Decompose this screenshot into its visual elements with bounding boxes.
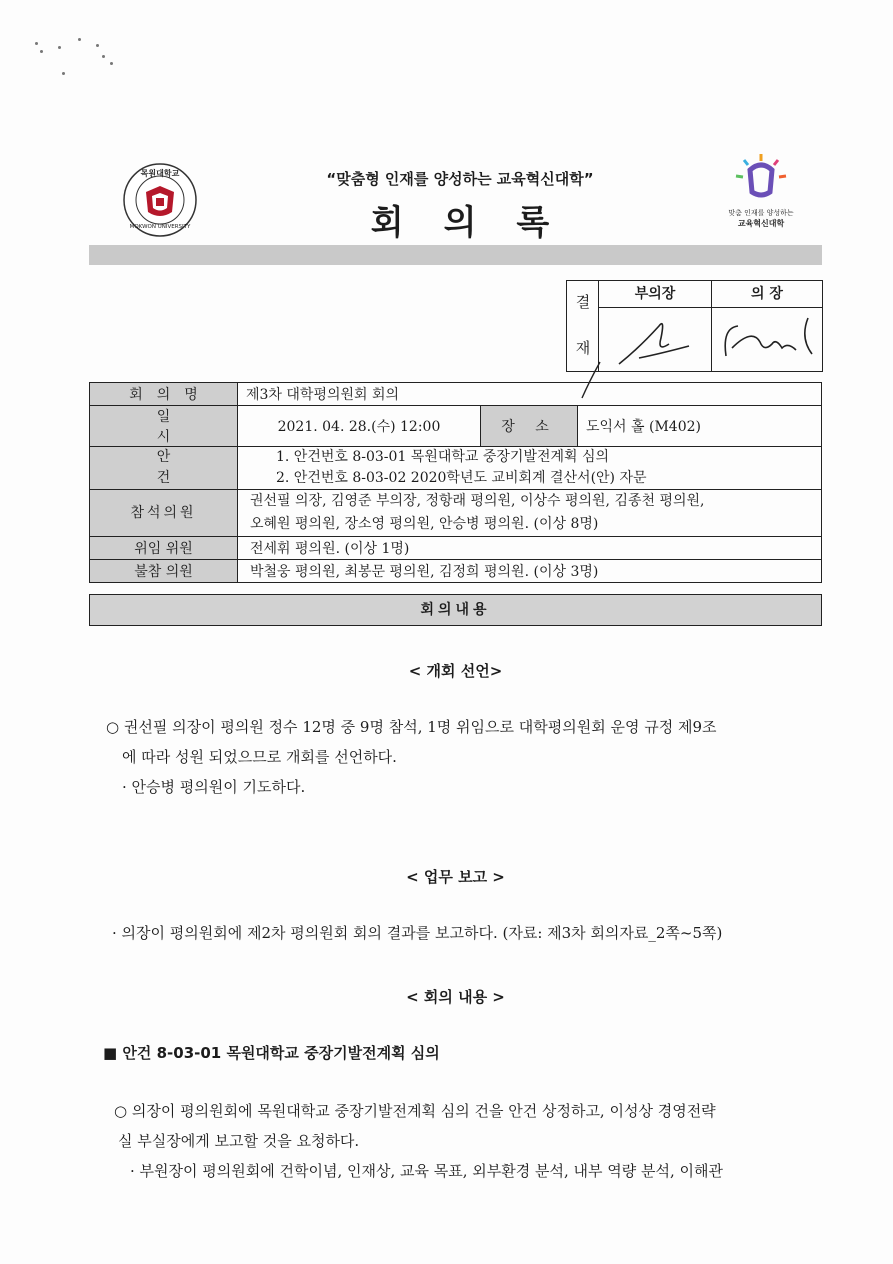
report-heading: < 업무 보고 > (406, 868, 505, 886)
absent-label: 불참 의원 (90, 560, 238, 583)
agenda-item-2: 2. 안건번호 8-03-02 2020학년도 교비회계 결산서(안) 자문 (276, 470, 647, 486)
approval-vice-chair-header: 부의장 (599, 281, 711, 308)
meeting-name-label: 회의명 (90, 383, 238, 406)
logo-left-bottom-text: MOKWON UNIVERSITY (129, 224, 191, 230)
approval-chair-header: 의 장 (712, 281, 822, 308)
logo-right-line2: 교육혁신대학 (737, 219, 785, 228)
opening-heading: < 개회 선언> (408, 662, 503, 680)
attendees-label: 참석의원 (90, 490, 238, 537)
section-title-bar: 회의내용 (89, 594, 822, 626)
content-line-3: · 부원장이 평의원회에 건학이념, 인재상, 교육 목표, 외부환경 분석, 내부 역량 분석, 이해관 (130, 1162, 723, 1180)
page-title: 회의록 (370, 203, 590, 243)
meeting-name-value: 제3차 대학평의원회 회의 (238, 383, 822, 406)
place-value: 도익서 홀 (M402) (578, 406, 822, 447)
content-heading: < 회의 내용 > (406, 988, 505, 1006)
logo-right-line1: 맞춤 인재를 양성하는 (728, 209, 794, 217)
approval-vice-chair-column (599, 281, 712, 371)
attendees-line-2: 오혜원 평의원, 장소영 평의원, 안승병 평의원. (이상 8명) (250, 516, 599, 532)
approval-label-2: 재 (575, 339, 591, 357)
agenda-label: 안건 (90, 447, 238, 490)
opening-line-2: 에 따라 성원 되었으므로 개회를 선언하다. (122, 748, 397, 766)
report-line-1: · 의장이 평의원회에 제2차 평의원회 회의 결과를 보고하다. (자료: 제3차 회의자료_2쪽~5쪽) (112, 924, 723, 942)
attendees-line-1: 권선필 의장, 김영준 부의장, 정항래 평의원, 이상수 평의원, 김종천 평의원, (250, 493, 705, 509)
agenda-item-heading: ■ 안건 8-03-01 목원대학교 중장기발전계획 심의 (103, 1044, 440, 1062)
approval-label-cell (567, 281, 599, 371)
date-value: 2021. 04. 28.(수) 12:00 (238, 406, 481, 447)
approval-box (566, 280, 823, 372)
agenda-values (238, 447, 822, 490)
content-paragraph (114, 1096, 829, 1186)
absent-value: 박철웅 평의원, 최봉문 평의원, 김정희 평의원. (이상 3명) (238, 560, 822, 583)
agenda-item-1: 1. 안건번호 8-03-01 목원대학교 중장기발전계획 심의 (276, 449, 610, 465)
attendees-values (238, 490, 822, 537)
opening-line-1: ○ 권선필 의장이 평의원 정수 12명 중 9명 참석, 1명 위임으로 대학평의원회 운영 규정 제9조 (106, 718, 717, 736)
innovation-university-logo (724, 152, 798, 232)
header-divider-bar (89, 245, 822, 265)
approval-chair-column (712, 281, 822, 371)
delegate-label: 위임 위원 (90, 537, 238, 560)
opening-line-3: · 안승병 평의원이 기도하다. (122, 778, 306, 796)
date-label: 일시 (90, 406, 238, 447)
place-label: 장 소 (481, 406, 578, 447)
vice-chair-signature (599, 308, 712, 372)
chair-signature (712, 308, 822, 372)
logo-left-top-text: 목원대학교 (140, 169, 180, 178)
meeting-info-table (89, 382, 822, 583)
approval-label-1: 결 (575, 293, 591, 311)
university-seal-logo (122, 162, 198, 238)
delegate-value: 전세휘 평의원. (이상 1명) (238, 537, 822, 560)
opening-paragraph (106, 712, 826, 802)
content-line-1: ○ 의장이 평의원회에 목원대학교 중장기발전계획 심의 건을 안건 상정하고, 이성상 경영전략 (114, 1102, 716, 1120)
slogan: “맞춤형 인재를 양성하는 교육혁신대학” (326, 170, 594, 188)
content-line-2: 실 부실장에게 보고할 것을 요청하다. (118, 1132, 360, 1150)
